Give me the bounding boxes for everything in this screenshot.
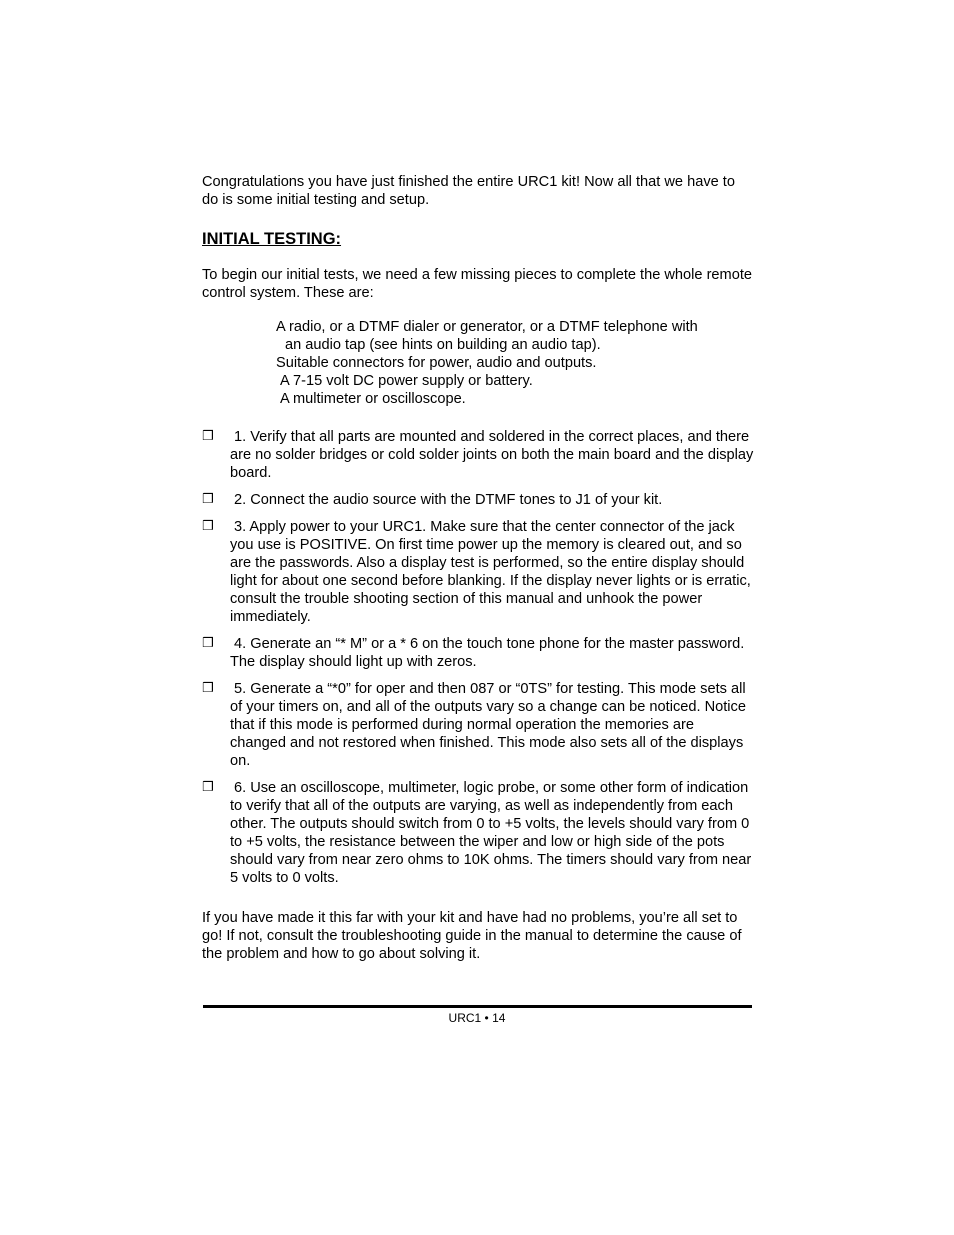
test-step [202, 518, 754, 626]
test-step [202, 779, 754, 887]
requirement-item: A 7-15 volt DC power supply or battery. [280, 373, 533, 389]
checkbox-icon: ❒ [202, 492, 214, 507]
test-step-text: 4. Generate an “* M” or a * 6 on the touch tone phone for the master password. The display should light up with zeros. [230, 636, 745, 670]
requirement-item-continued: an audio tap (see hints on building an audio tap). [285, 337, 601, 353]
requirements-intro: To begin our initial tests, we need a few missing pieces to complete the whole remote control system. These are: [202, 267, 752, 301]
requirements-list [276, 318, 754, 408]
page-body [202, 173, 754, 963]
test-steps-list [202, 428, 754, 887]
checkbox-icon: ❒ [202, 519, 214, 534]
checkbox-icon: ❒ [202, 681, 214, 696]
footer-divider [203, 1005, 752, 1008]
requirement-item: A multimeter or oscilloscope. [280, 391, 466, 407]
checkbox-icon: ❒ [202, 780, 214, 795]
test-step-text: 2. Connect the audio source with the DTMF tones to J1 of your kit. [234, 492, 663, 508]
test-step [202, 428, 754, 482]
checkbox-icon: ❒ [202, 636, 214, 651]
requirement-item: A radio, or a DTMF dialer or generator, or a DTMF telephone with [276, 319, 698, 335]
intro-paragraph: Congratulations you have just finished the entire URC1 kit! Now all that we have to do is some initial testing and setup. [202, 174, 735, 208]
test-step-text: 6. Use an oscilloscope, multimeter, logic probe, or some other form of indication to verify that all of the outputs are varying, as well as independently from each other. The outputs should switch from 0 to +5 volts, the levels should vary from 0 to +5 volts, the resistance between the wiper and low or high side of the pots should vary from near zero ohms to 10K ohms. The timers should vary from near 5 volts to 0 volts. [230, 780, 752, 886]
closing-paragraph: If you have made it this far with your kit and have had no problems, you’re all set to go! If not, consult the troubleshooting guide in the manual to determine the cause of the problem and how to go about solving it. [202, 910, 742, 962]
test-step [202, 635, 754, 671]
section-heading: INITIAL TESTING: [202, 230, 342, 248]
test-step-text: 3. Apply power to your URC1. Make sure that the center connector of the jack you use is POSITIVE. On first time power up the memory is cleared out, and so are the passwords. Also a display test is performed, so the entire display should light for about one second before blanking. If the display never lights or is erratic, consult the trouble shooting section of this manual and unhook the power immediately. [230, 519, 751, 625]
test-step [202, 680, 754, 770]
test-step [202, 491, 754, 509]
test-step-text: 5. Generate a “*0” for oper and then 087 or “0TS” for testing. This mode sets all of your timers on, and all of the outputs vary so a change can be noticed. Notice that if this mode is performed during normal operation the memories are changed and not restored when finished. This mode also sets all of the displays on. [230, 681, 746, 769]
test-step-text: 1. Verify that all parts are mounted and soldered in the correct places, and there are no solder bridges or cold solder joints on both the main board and the display board. [230, 429, 754, 481]
checkbox-icon: ❒ [202, 429, 214, 444]
requirement-item: Suitable connectors for power, audio and outputs. [276, 355, 597, 371]
page-footer: URC1 • 14 [448, 1011, 506, 1025]
